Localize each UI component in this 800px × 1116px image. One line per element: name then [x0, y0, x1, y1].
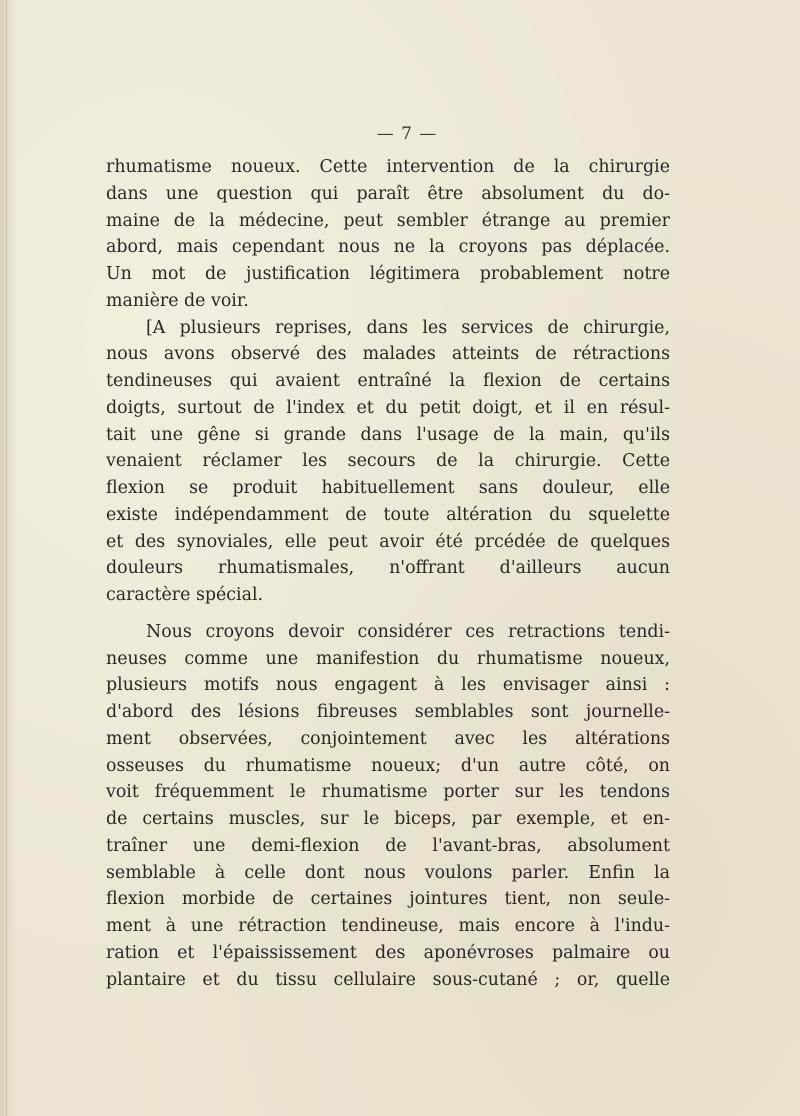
text-line: plusieurs motifs nous engagent à les envisager ainsi :	[106, 675, 670, 696]
text-line: ment observées, conjointement avec les altérations	[106, 728, 670, 749]
body-text	[106, 154, 670, 993]
text-line: plantaire et du tissu cellulaire sous-cutané ; or, quelle	[106, 969, 670, 990]
text-line: nous avons observé des malades atteints de rétractions	[106, 344, 670, 365]
text-line: douleurs rhumatismales, n'offrant d'ailleurs aucun	[106, 558, 670, 579]
text-line: ration et l'épaississement des aponévroses palmaire ou	[106, 942, 670, 963]
text-line: existe indépendamment de toute altération du squelette	[106, 504, 670, 525]
text-line: flexion se produit habituellement sans douleur, elle	[106, 478, 670, 498]
text-line: neuses comme une manifestion du rhumatisme noueux,	[106, 648, 670, 669]
text-line: tait une gêne si grande dans l'usage de la main, qu'ils	[106, 424, 670, 445]
paragraph-3	[106, 619, 670, 994]
text-line: manière de voir.	[106, 290, 249, 311]
page-number: — 7 —	[376, 124, 438, 144]
text-line: caractère spécial.	[106, 585, 264, 605]
page-binding-edge	[0, 0, 16, 1116]
text-line: semblable à celle dont nous voulons parler. Enfin la	[106, 862, 670, 883]
text-line: maine de la médecine, peut sembler étrange au premier	[106, 210, 670, 231]
text-line: venaient réclamer les secours de la chirurgie. Cette	[106, 451, 670, 472]
text-line: [A plusieurs reprises, dans les services de chirurgie,	[146, 317, 670, 338]
text-line: doigts, surtout de l'index et du petit doigt, et il en résul-	[106, 397, 670, 418]
text-line: tendineuses qui avaient entraîné la flexion de certains	[106, 371, 670, 391]
text-line: osseuses du rhumatisme noueux; d'un autre côté, on	[106, 755, 670, 776]
text-line: ment à une rétraction tendineuse, mais encore à l'indu-	[106, 916, 670, 936]
text-line: traîner une demi-flexion de l'avant-bras, absolument	[106, 835, 670, 856]
text-line: de certains muscles, sur le biceps, par exemple, et en-	[106, 809, 670, 829]
text-line: d'abord des lésions fibreuses semblables sont journelle-	[106, 702, 670, 722]
text-line: flexion morbide de certaines jointures tient, non seule-	[106, 889, 670, 910]
binding-line	[6, 0, 7, 1116]
paragraph-2	[106, 315, 670, 609]
text-line: rhumatisme noueux. Cette intervention de la chirurgie	[106, 157, 670, 177]
paragraph-gap	[106, 609, 670, 619]
text-line: dans une question qui paraît être absolument du do-	[106, 183, 670, 204]
text-line: Nous croyons devoir considérer ces retractions tendi-	[146, 621, 670, 642]
text-line: Un mot de justification légitimera probablement notre	[106, 264, 670, 284]
text-line: voit fréquemment le rhumatisme porter sur les tendons	[106, 782, 670, 803]
text-line: et des synoviales, elle peut avoir été prcédée de quelques	[106, 531, 670, 552]
text-line: abord, mais cependant nous ne la croyons pas déplacée.	[106, 237, 670, 258]
paragraph-1	[106, 154, 670, 315]
